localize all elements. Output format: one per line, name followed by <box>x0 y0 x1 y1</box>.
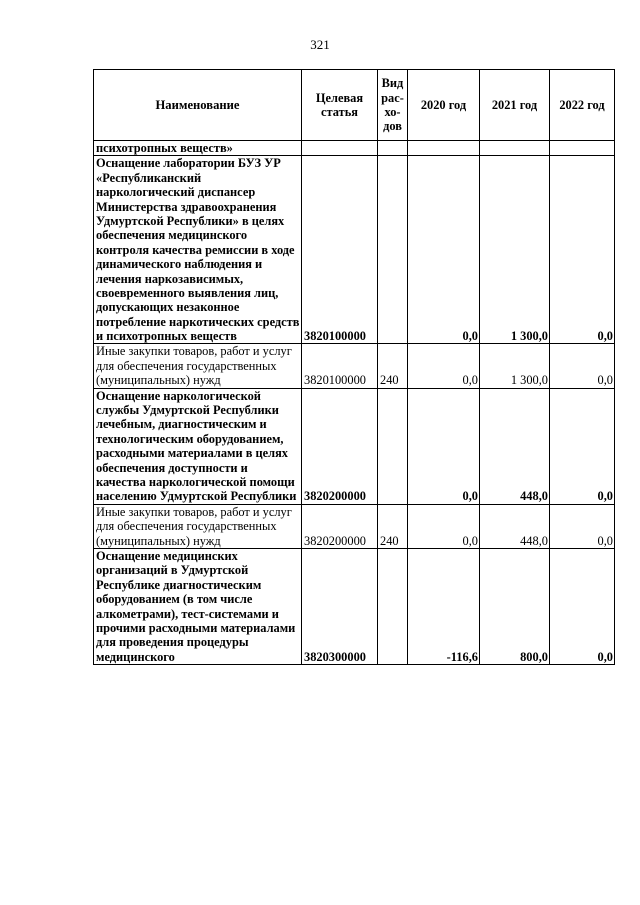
row-target-article: 3820300000 <box>302 548 378 664</box>
row-expense-kind <box>378 156 408 344</box>
row-name: Оснащение лаборатории БУЗ УР «Республиканский наркологический диспансер Министерства здравоохранения Удмуртской Республики» в целях обеспечения медицинского контроля качества ремиссии в ходе динамического наблюдения и лечения наркозависимых, своевременного выявления лиц, допускающих незаконное потребление наркотических средств и психотропных веществ <box>94 156 302 344</box>
header-expense-kind-line2: рас- <box>381 90 404 105</box>
row-expense-kind <box>378 388 408 504</box>
header-2021: 2021 год <box>480 70 550 141</box>
row-target-article <box>302 141 378 156</box>
row-value-2022: 0,0 <box>550 388 615 504</box>
header-expense-kind-line3: хо- <box>384 105 401 119</box>
row-expense-kind <box>378 548 408 664</box>
row-value-2022: 0,0 <box>550 548 615 664</box>
row-value-2021: 448,0 <box>480 504 550 548</box>
row-expense-kind <box>378 141 408 156</box>
header-expense-kind-line4: дов <box>383 119 402 134</box>
row-value-2020 <box>408 141 480 156</box>
row-target-article: 3820100000 <box>302 156 378 344</box>
row-value-2020: 0,0 <box>408 156 480 344</box>
table-row <box>94 548 615 664</box>
header-name: Наименование <box>94 70 302 141</box>
header-target-article-line2: статья <box>321 105 358 119</box>
header-target-article <box>302 70 378 141</box>
row-value-2022: 0,0 <box>550 344 615 388</box>
row-target-article: 3820200000 <box>302 504 378 548</box>
row-value-2020: 0,0 <box>408 504 480 548</box>
header-2022: 2022 год <box>550 70 615 141</box>
row-value-2021: 800,0 <box>480 548 550 664</box>
row-target-article: 3820100000 <box>302 344 378 388</box>
row-expense-kind: 240 <box>378 344 408 388</box>
header-2020: 2020 год <box>408 70 480 141</box>
row-value-2022: 0,0 <box>550 504 615 548</box>
row-value-2021: 1 300,0 <box>480 344 550 388</box>
row-value-2020: 0,0 <box>408 388 480 504</box>
header-expense-kind-line1: Вид <box>381 76 404 91</box>
table-row <box>94 141 615 156</box>
row-value-2021 <box>480 141 550 156</box>
header-target-article-line1: Целевая <box>315 90 364 105</box>
table-row <box>94 504 615 548</box>
row-value-2020: 0,0 <box>408 344 480 388</box>
row-value-2022: 0,0 <box>550 156 615 344</box>
row-target-article: 3820200000 <box>302 388 378 504</box>
table-row <box>94 388 615 504</box>
row-expense-kind: 240 <box>378 504 408 548</box>
header-expense-kind <box>378 70 408 141</box>
row-value-2022 <box>550 141 615 156</box>
row-value-2020: -116,6 <box>408 548 480 664</box>
row-value-2021: 1 300,0 <box>480 156 550 344</box>
row-name: Иные закупки товаров, работ и услуг для обеспечения государственных (муниципальных) нужд <box>94 504 302 548</box>
page-number: 321 <box>310 37 330 52</box>
row-name: Оснащение медицинских организаций в Удмуртской Республике диагностическим оборудованием (в том числе алкометрами), тест-системами и прочими расходными материалами для проведения процедуры медицинского <box>94 548 302 664</box>
row-name: Оснащение наркологической службы Удмуртской Республики лечебным, диагностическим и технологическим оборудованием, расходными материалами в целях обеспечения доступности и качества наркологической помощи населению Удмуртской Республики <box>94 388 302 504</box>
row-name: психотропных веществ» <box>94 141 302 156</box>
table-row <box>94 156 615 344</box>
table-row <box>94 344 615 388</box>
budget-table <box>93 69 615 665</box>
table-header-row <box>94 70 615 141</box>
row-name: Иные закупки товаров, работ и услуг для обеспечения государственных (муниципальных) нужд <box>94 344 302 388</box>
row-value-2021: 448,0 <box>480 388 550 504</box>
